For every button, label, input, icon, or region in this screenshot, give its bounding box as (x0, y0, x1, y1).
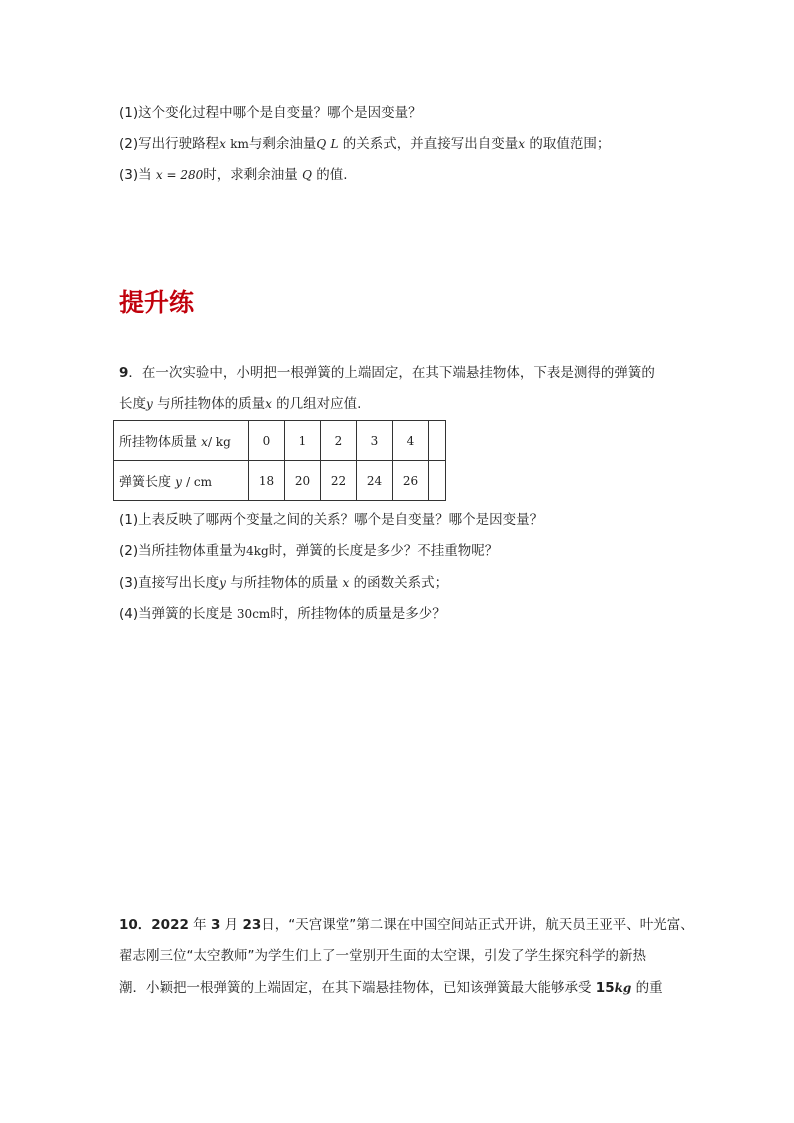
q9-sub-1: (1)上表反映了哪两个变量之间的关系？哪个是自变量？哪个是因变量？ (119, 512, 544, 528)
q9-sub-4: (4)当弹簧的长度是 30cm时，所挂物体的质量是多少？ (119, 606, 446, 622)
table-cell-empty (429, 461, 446, 501)
table-cell: 2 (321, 421, 357, 461)
row-header-length: 弹簧长度 y / cm (114, 461, 249, 501)
prev-question-1: (1)这个变化过程中哪个是自变量？哪个是因变量？ (119, 105, 422, 121)
table-row (114, 461, 446, 501)
spring-data-table (113, 420, 446, 501)
table-cell: 1 (285, 421, 321, 461)
table-cell: 22 (321, 461, 357, 501)
q9-line-2: 长度y 与所挂物体的质量x 的几组对应值. (119, 396, 362, 412)
row-header-mass: 所挂物体质量 x/ kg (114, 421, 249, 461)
table-cell: 26 (393, 461, 429, 501)
prev-question-2: (2)写出行驶路程x km与剩余油量Q L 的关系式，并直接写出自变量x 的取值范围； (119, 136, 611, 152)
table-cell: 18 (249, 461, 285, 501)
table-row (114, 421, 446, 461)
q10-line-2: 翟志刚三位“太空教师”为学生们上了一堂别开生面的太空课，引发了学生探究科学的新热 (119, 948, 646, 964)
table-cell: 0 (249, 421, 285, 461)
q10-line-3: 潮．小颖把一根弹簧的上端固定，在其下端悬挂物体，已知该弹簧最大能够承受 15kg 的重 (119, 980, 663, 996)
table-cell: 20 (285, 461, 321, 501)
q9-line-1: 9．在一次实验中，小明把一根弹簧的上端固定，在其下端悬挂物体，下表是测得的弹簧的 (119, 365, 655, 381)
q10-line-1: 10．2022 年 3 月 23日，“天宫课堂”第二课在中国空间站正式开讲，航天员王亚平、叶光富、 (119, 917, 694, 933)
prev-question-3: (3)当 x = 280时，求剩余油量 Q 的值. (119, 167, 348, 183)
q9-sub-3: (3)直接写出长度y 与所挂物体的质量 x 的函数关系式； (119, 575, 449, 591)
table-cell: 3 (357, 421, 393, 461)
section-title: 提升练 (119, 288, 195, 317)
table-cell-empty (429, 421, 446, 461)
table-cell: 24 (357, 461, 393, 501)
q9-sub-2: (2)当所挂物体重量为4kg时，弹簧的长度是多少？不挂重物呢？ (119, 543, 499, 559)
table-cell: 4 (393, 421, 429, 461)
